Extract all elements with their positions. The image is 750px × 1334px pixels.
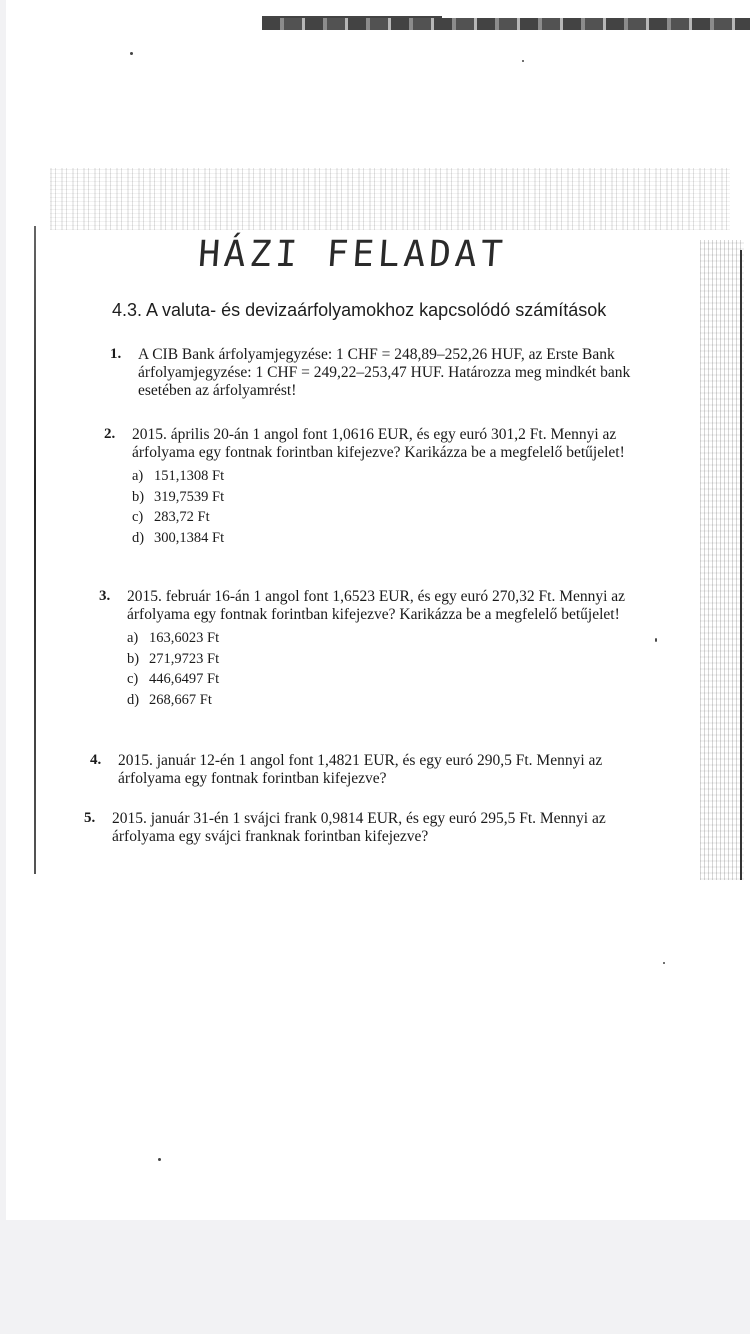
section-title: 4.3. A valuta- és devizaárfolyamokhoz kapcsolódó számítások	[112, 300, 607, 320]
scan-speck	[158, 1158, 161, 1161]
answer-option[interactable]: c) 446,6497 Ft	[127, 671, 220, 687]
answer-option[interactable]: b) 271,9723 Ft	[127, 650, 220, 667]
scan-speck	[130, 52, 133, 55]
task-number: 3.	[99, 588, 111, 604]
answer-option[interactable]: a) 163,6023 Ft	[127, 630, 220, 646]
task-2	[104, 426, 672, 548]
scan-edge-band	[262, 18, 750, 30]
task-3	[99, 588, 667, 710]
answer-options	[127, 628, 667, 710]
task-number: 1.	[110, 346, 122, 362]
task-5	[84, 810, 622, 846]
answer-option[interactable]: d) 300,1384 Ft	[132, 529, 225, 546]
task-4	[90, 752, 658, 788]
task-text: 2015. április 20-án 1 angol font 1,0616 EUR, és egy euró 301,2 Ft. Mennyi az árfolyama egy fontnak forintban kifejezve? Karikázza be a megfelelő betűjelet!	[132, 426, 625, 461]
answer-options	[132, 466, 672, 548]
scan-speck	[522, 60, 524, 62]
answer-option[interactable]: b) 319,7539 Ft	[132, 488, 225, 505]
page-right-edge	[740, 250, 742, 880]
task-text: 2015. január 12-én 1 angol font 1,4821 EUR, és egy euró 290,5 Ft. Mennyi az árfolyama egy fontnak forintban kifejezve?	[118, 752, 603, 787]
task-number: 4.	[90, 752, 102, 768]
answer-option[interactable]: d) 268,667 Ft	[127, 691, 212, 708]
task-1	[110, 346, 678, 400]
answer-option[interactable]: a) 151,1308 Ft	[132, 468, 225, 484]
scan-right-strip	[700, 240, 744, 880]
scan-speck	[663, 962, 665, 964]
answer-option[interactable]: c) 283,72 Ft	[132, 509, 210, 525]
page-left-edge	[34, 226, 36, 874]
handwritten-title: HÁZI FELADAT	[196, 234, 508, 275]
scan-noise-band	[50, 168, 730, 230]
task-text: A CIB Bank árfolyamjegyzése: 1 CHF = 248,89–252,26 HUF, az Erste Bank árfolyamjegyzése: 1 CHF = 249,22–253,47 HUF. Határozza meg mindkét bank esetében az árfolyamrést!	[138, 346, 631, 399]
task-number: 5.	[84, 810, 96, 826]
task-text: 2015. január 31-én 1 svájci frank 0,9814 EUR, és egy euró 295,5 Ft. Mennyi az árfolyama egy svájci franknak forintban kifejezve?	[112, 810, 606, 845]
task-text: 2015. február 16-án 1 angol font 1,6523 EUR, és egy euró 270,32 Ft. Mennyi az árfolyama egy fontnak forintban kifejezve? Karikázza be a megfelelő betűjelet!	[127, 588, 626, 623]
task-number: 2.	[104, 426, 116, 442]
